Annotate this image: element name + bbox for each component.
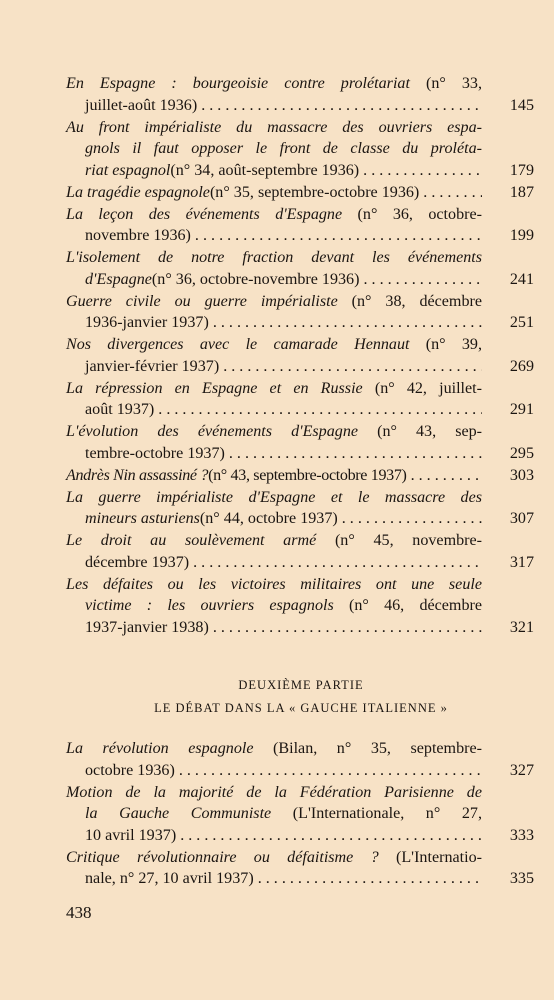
toc-entry xyxy=(66,847,534,890)
toc-entry xyxy=(66,291,534,334)
entry-ref: novembre 1936) xyxy=(85,227,191,244)
page-number: 317 xyxy=(509,553,534,571)
dot-leader xyxy=(229,443,482,465)
page-number: 335 xyxy=(509,870,534,887)
entry-title: mineurs asturiens xyxy=(85,510,200,527)
entry-ref: (L'Internatio- xyxy=(378,848,482,866)
entry-title: Les défaites ou les victoires militaires ont une seule xyxy=(66,575,482,593)
dot-leader xyxy=(363,160,482,182)
entry-ref: (n° 46, décembre xyxy=(333,597,482,614)
part-subtitle: LE DÉBAT DANS LA « GAUCHE ITALIENNE » xyxy=(154,701,448,715)
entry-ref: (n° 42, juillet- xyxy=(362,379,482,397)
entry-title: L'isolement de notre fraction devant les événements xyxy=(66,249,482,266)
entry-title: La leçon des événements d'Espagne xyxy=(66,205,343,223)
dot-leader xyxy=(158,399,482,421)
toc-entry xyxy=(66,421,534,464)
page-number: 303 xyxy=(509,466,534,484)
entry-title: Nos divergences avec le camarade Hennaut xyxy=(66,336,410,353)
dot-leader xyxy=(213,312,482,334)
page-number: 187 xyxy=(509,183,534,201)
dot-leader xyxy=(423,182,482,204)
entry-ref: (n° 36, octobre- xyxy=(342,205,482,223)
entry-ref: (n° 34, août-septembre 1936) xyxy=(170,161,360,179)
entry-ref: (n° 35, septembre-octobre 1936) xyxy=(209,183,420,201)
page-number: 327 xyxy=(509,761,534,779)
entry-title: L'évolution des événements d'Espagne xyxy=(66,423,359,440)
entry-title: La tragédie espagnole xyxy=(66,183,210,201)
entry-title: Motion de la majorité de la Fédération Parisienne de xyxy=(66,783,482,801)
entry-title: riat espagnol xyxy=(85,161,171,179)
dot-leader xyxy=(213,617,482,639)
entry-title: Guerre civile ou guerre impérialiste xyxy=(66,292,338,310)
entry-ref: (n° 44, octobre 1937) xyxy=(199,510,338,527)
toc-entry xyxy=(66,487,534,530)
entry-ref: décembre 1937) xyxy=(85,553,190,571)
table-of-contents-part-two xyxy=(66,738,534,890)
entry-title: la Gauche Communiste xyxy=(85,805,272,822)
entry-title: La révolution espagnole xyxy=(66,740,254,757)
page-number: 145 xyxy=(509,96,534,114)
page-number: 269 xyxy=(509,357,534,375)
part-heading xyxy=(66,678,536,716)
folio-page-number: 438 xyxy=(66,903,92,922)
dot-leader xyxy=(258,868,482,890)
entry-ref: nale, n° 27, 10 avril 1937) xyxy=(85,870,254,887)
entry-ref: juillet-août 1936) xyxy=(85,96,198,114)
dot-leader xyxy=(193,552,482,574)
entry-ref: 10 avril 1937) xyxy=(85,826,177,844)
entry-title: gnols il faut opposer le front de classe du proléta- xyxy=(85,140,482,157)
entry-ref: (n° 39, xyxy=(409,336,482,353)
dot-leader xyxy=(342,508,482,530)
page-number: 199 xyxy=(509,227,534,244)
entry-ref: 1936-janvier 1937) xyxy=(85,314,209,331)
toc-entry xyxy=(66,530,534,573)
entry-title: Le droit au soulèvement armé xyxy=(66,532,317,549)
dot-leader xyxy=(223,356,482,378)
toc-entry xyxy=(66,204,534,247)
toc-entry xyxy=(66,182,534,204)
entry-ref: (L'Internationale, n° 27, xyxy=(271,805,482,822)
toc-entry xyxy=(66,738,534,781)
page-number: 321 xyxy=(509,618,534,636)
toc-entry xyxy=(66,117,534,182)
toc-entry xyxy=(66,465,534,487)
entry-title: victime : les ouvriers espagnols xyxy=(85,597,334,614)
toc-entry xyxy=(66,73,534,116)
dot-leader xyxy=(363,269,482,291)
dot-leader xyxy=(195,225,482,247)
toc-entry xyxy=(66,378,534,421)
entry-title: La guerre impérialiste d'Espagne et le massacre des xyxy=(66,488,482,506)
entry-ref: (n° 43, septembre-octobre 1937) xyxy=(208,466,407,484)
page-number: 333 xyxy=(509,826,534,844)
entry-ref: (Bilan, n° 35, septembre- xyxy=(253,740,482,757)
dot-leader xyxy=(201,95,482,117)
entry-title: En Espagne : bourgeoisie contre prolétariat xyxy=(66,75,410,92)
page-number: 295 xyxy=(509,444,534,462)
entry-ref: (n° 45, novembre- xyxy=(316,532,482,549)
table-of-contents xyxy=(66,73,534,639)
entry-title: La répression en Espagne et en Russie xyxy=(66,379,363,397)
entry-ref: (n° 38, décembre xyxy=(337,292,482,310)
toc-entry xyxy=(66,334,534,377)
page-number: 251 xyxy=(509,314,534,331)
entry-ref: janvier-février 1937) xyxy=(85,357,220,375)
page-number: 241 xyxy=(509,270,534,288)
page-number: 179 xyxy=(509,161,534,179)
page-number: 307 xyxy=(509,510,534,527)
entry-title: Au front impérialiste du massacre des ouvriers espa- xyxy=(66,118,482,136)
entry-ref: (n° 43, sep- xyxy=(358,423,483,440)
entry-ref: août 1937) xyxy=(85,401,155,418)
entry-ref: 1937-janvier 1938) xyxy=(85,618,209,636)
part-title: DEUXIÈME PARTIE xyxy=(238,678,364,692)
entry-ref: octobre 1936) xyxy=(85,761,175,779)
dot-leader xyxy=(179,760,482,782)
dot-leader xyxy=(180,825,482,847)
page-number: 291 xyxy=(509,401,534,418)
entry-title: Andrès Nin assassiné ? xyxy=(66,466,209,484)
toc-entry xyxy=(66,574,534,639)
dot-leader xyxy=(411,465,482,487)
entry-title: Critique révolutionnaire ou défaitisme ? xyxy=(66,848,379,866)
entry-title: d'Espagne xyxy=(85,270,152,288)
entry-ref: tembre-octobre 1937) xyxy=(85,444,225,462)
entry-ref: (n° 33, xyxy=(409,75,482,92)
entry-ref: (n° 36, octobre-novembre 1936) xyxy=(151,270,360,288)
toc-entry xyxy=(66,782,534,847)
toc-entry xyxy=(66,247,534,290)
